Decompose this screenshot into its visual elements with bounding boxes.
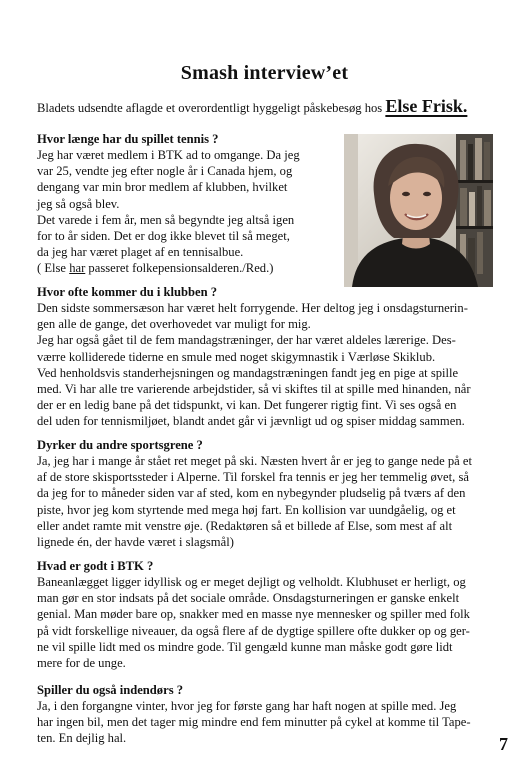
intro-text: Bladets udsendte aflagde et overordentligt hyggeligt påskebesøg hos — [37, 101, 383, 115]
answer-line: piste, hvor jeg kom styrtende med mega høj fart. En kollision var uundgåelig, og et — [37, 502, 456, 517]
answer-line: værre kolliderede tiderne en smule med noget skigymnastik i Værløse Skiklub. — [37, 349, 436, 364]
answer-line: Ja, i den forgangne vinter, hvor jeg for første gang har haft nogen at spille med. Jeg — [37, 699, 457, 713]
answer-club-frequency — [37, 300, 471, 430]
answer-line: del uden for tennismiljøet, blandt andet går vi jævnligt ud og spiser middag sammen. — [37, 414, 465, 429]
answer-line: man gør en stor indsats på det sociale område. Onsdagsturneringen er ganske enkelt — [37, 591, 460, 606]
question-club-frequency: Hvor ofte kommer du i klubben ? — [37, 285, 218, 299]
answer-line: der er en ledig bane på det tidspunkt, vi kan. Det fungerer rigtig fint. Vi ses også en — [37, 398, 457, 413]
answer-line: for to år siden. Det er dog ikke blevet til så meget, — [37, 229, 290, 244]
answer-good-in-btk — [37, 574, 470, 671]
answer-line: Baneanlægget ligger idyllisk og er meget dejligt og velholdt. Klubhuset er herligt, og — [37, 575, 466, 589]
answer-line: dengang var min bror medlem af klubben, hvilket — [37, 180, 288, 195]
answer-line: da jeg har været plaget af en tennisalbue. — [37, 245, 244, 260]
answer-indoor — [37, 698, 471, 747]
article-intro — [37, 96, 497, 117]
portrait-photo — [344, 134, 493, 287]
answer-line: har ingen bil, men det tager mig mindre end fem minutter på cykel at komme til Tape- — [37, 715, 471, 730]
answer-line: Jeg har også gået til de fem mandagstræninger, der har været aldeles lærerige. Des- — [37, 333, 456, 348]
answer-line: ne vil spille lidt med os mindre gode. Til gengæld kunne man måske godt gøre lidt — [37, 639, 453, 654]
answer-line: genial. Man møder bare op, snakker med en masse nye mennesker og spiller med folk — [37, 607, 470, 622]
answer-line: Ved henholdsvis standerhejsningen og mandagstræningen fandt jeg en pige at spille — [37, 365, 459, 380]
answer-line: gen alle de gange, det overhovedet var muligt for mig. — [37, 317, 311, 332]
answer-line: jeg så også blev. — [37, 196, 120, 211]
answer-line: var 25, vendte jeg efter nogle år i Canada hjem, og — [37, 164, 293, 179]
answer-line: eller andet ramte mit venstre øje. (Redaktøren så et billede af Else, som mest af alt — [37, 518, 453, 533]
answer-line: lignede én, der havde været i slagsmål) — [37, 535, 234, 550]
answer-line: ten. En dejlig hal. — [37, 731, 127, 746]
answer-tennis-duration — [37, 147, 300, 277]
answer-line: Det varede i fem år, men så begyndte jeg altså igen — [37, 212, 295, 227]
question-good-in-btk: Hvad er godt i BTK ? — [37, 559, 154, 573]
editor-note-pre: ( Else — [37, 261, 70, 276]
article-title: Smash interview’et — [180, 62, 349, 84]
answer-line: mere for de unge. — [37, 656, 126, 671]
question-tennis-duration: Hvor længe har du spillet tennis ? — [37, 132, 219, 146]
answer-line: da jeg for to måneder siden var af sted, kom en nybegynder pludselig på tværs af den — [37, 486, 466, 501]
page-number: 7 — [499, 734, 508, 754]
answer-other-sports — [37, 453, 472, 550]
interviewee-name: Else Frisk. — [385, 96, 468, 116]
answer-line: på vidt forskellige niveauer, da også flere af de dygtige spillere ofte dukker op og ger- — [37, 623, 470, 638]
answer-line: Jeg har været medlem i BTK ad to omgange. Da jeg — [37, 148, 300, 162]
editor-note-post: passeret folkepensionsalderen./Red.) — [85, 261, 274, 276]
answer-line: Ja, jeg har i mange år stået ret meget på ski. Næsten hvert år er jeg to gange nede på et — [37, 454, 473, 468]
question-other-sports: Dyrker du andre sportsgrene ? — [37, 438, 203, 452]
answer-line: med. Vi har alle tre varierende arbejdstider, så vi skiftes til at spille med hinanden, når — [37, 382, 471, 397]
editor-note-emphasis: har — [69, 261, 86, 276]
answer-line: af de store skisportssteder i Alperne. Til forskel fra tennis er jeg her temmelig øvet, så — [37, 470, 469, 485]
editor-note — [37, 260, 300, 276]
answer-line: Den sidste sommersæson har været helt forrygende. Her deltog jeg i onsdagsturnerin- — [37, 301, 468, 315]
question-indoor: Spiller du også indendørs ? — [37, 683, 184, 697]
